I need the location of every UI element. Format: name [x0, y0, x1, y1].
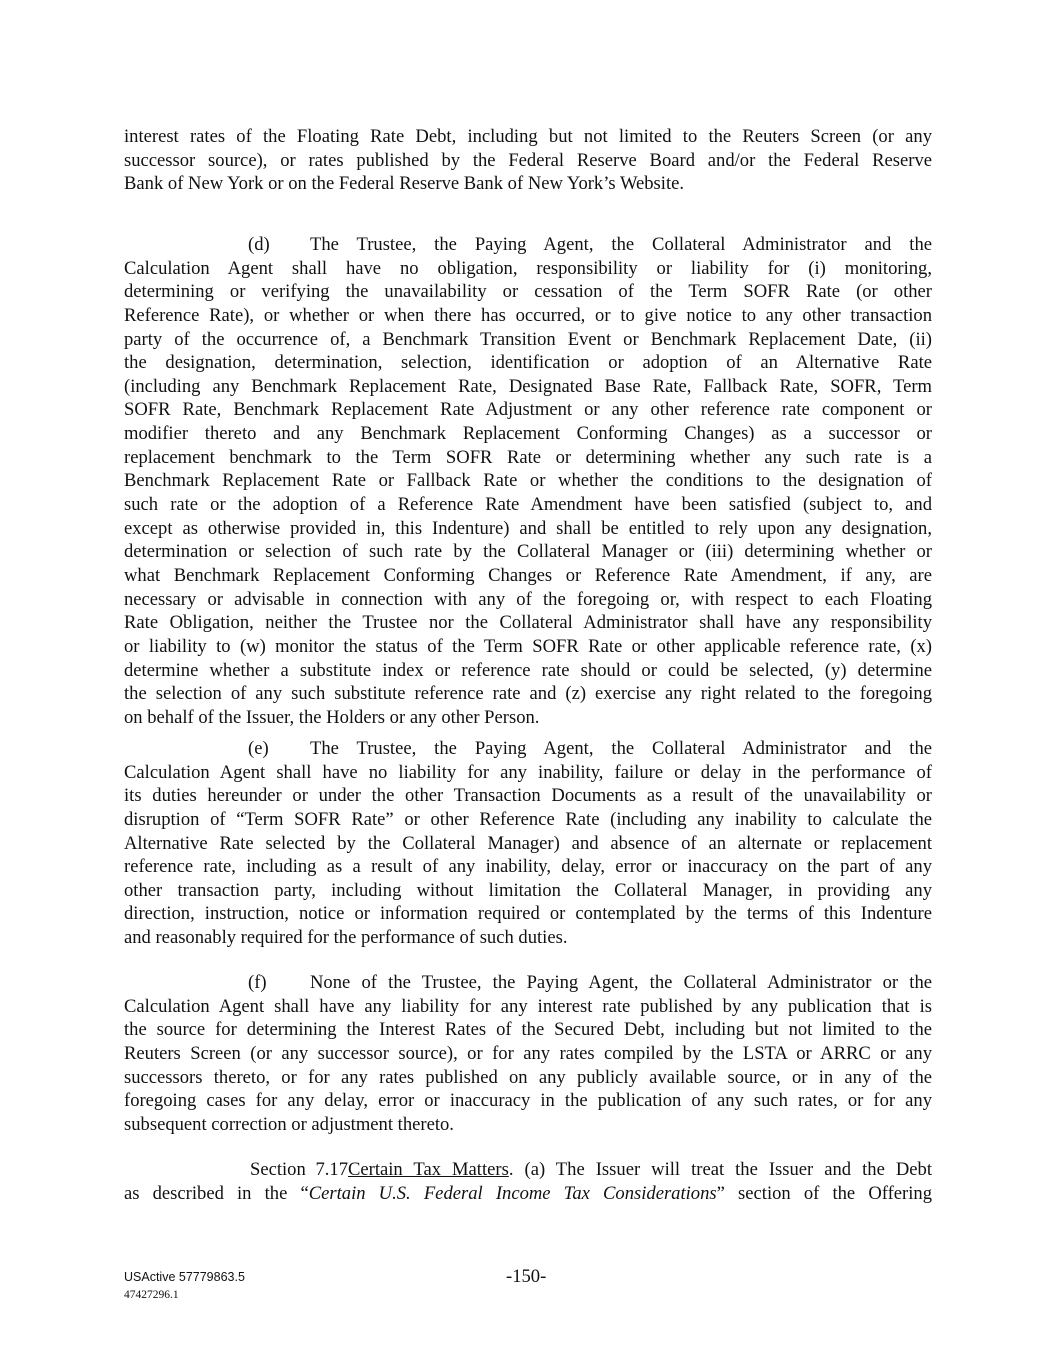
- text-line: successors thereto, or for any rates published on any publicly available source, or in any of the: [124, 1066, 932, 1088]
- text-line: the designation, determination, selection, identification or adoption of an Alternative Rate: [124, 352, 932, 374]
- text-line: party of the occurrence of, a Benchmark Transition Event or Benchmark Replacement Date, (ii): [124, 328, 932, 350]
- text-line: other transaction party, including without limitation the Collateral Manager, in providing any: [124, 879, 932, 901]
- paragraph-continued: [124, 125, 932, 196]
- text-line: disruption of “Term SOFR Rate” or other Reference Rate (including any inability to calculate the: [124, 808, 932, 830]
- section-first-line-text: (a) The Issuer will treat the Issuer and the Debt: [524, 1159, 932, 1180]
- text-segment: ” section of the Offering: [716, 1182, 933, 1204]
- text-line: reference rate, including as a result of any inability, delay, error or inaccuracy on the part of any: [124, 856, 932, 878]
- text-line: modifier thereto and any Benchmark Replacement Conforming Changes) as a successor or: [124, 423, 932, 445]
- text-line: SOFR Rate, Benchmark Replacement Rate Adjustment or any other reference rate component or: [124, 399, 932, 421]
- section-number: Section 7.17: [250, 1159, 348, 1180]
- text-line: determining or verifying the unavailability or cessation of the Term SOFR Rate (or other: [124, 281, 932, 303]
- paragraph-marker: (d): [248, 234, 270, 255]
- paragraph-first-line-text: The Trustee, the Paying Agent, the Collateral Administrator and the: [310, 234, 932, 255]
- text-line: and reasonably required for the performance of such duties.: [124, 927, 568, 949]
- text-line: the selection of any such substitute reference rate and (z) exercise any right related to the foregoing: [124, 683, 932, 705]
- paragraph-first-line-text: None of the Trustee, the Paying Agent, the Collateral Administrator or the: [310, 972, 932, 993]
- text-line: foregoing cases for any delay, error or inaccuracy in the publication of any such rates, or for any: [124, 1090, 932, 1112]
- paragraph-d: [124, 233, 932, 729]
- text-line: its duties hereunder or under the other Transaction Documents as a result of the unavailability or: [124, 785, 932, 807]
- paragraph-first-line-text: The Trustee, the Paying Agent, the Collateral Administrator and the: [310, 738, 932, 759]
- text-line: interest rates of the Floating Rate Debt, including but not limited to the Reuters Screen (or any: [124, 126, 932, 147]
- footer-doc-id-secondary: 47427296.1: [124, 1289, 179, 1301]
- section-first-line: [124, 1158, 932, 1182]
- text-line: necessary or advisable in connection with any of the foregoing or, with respect to each Floating: [124, 588, 932, 610]
- text-line: determine whether a substitute index or reference rate should or could be selected, (y) determine: [124, 659, 932, 681]
- section-heading-punct: .: [508, 1159, 514, 1180]
- text-line: Alternative Rate selected by the Collateral Manager) and absence of an alternate or replacement: [124, 832, 932, 854]
- text-line: determination or selection of such rate by the Collateral Manager or (iii) determining whether or: [124, 541, 932, 563]
- paragraph-first-line: [124, 233, 932, 257]
- text-line: [124, 1182, 932, 1206]
- text-line: subsequent correction or adjustment thereto.: [124, 1113, 454, 1135]
- paragraph-f: [124, 971, 932, 1136]
- text-line: such rate or the adoption of a Reference Rate Amendment have been satisfied (subject to, and: [124, 494, 932, 516]
- section-heading: Certain Tax Matters: [348, 1159, 509, 1180]
- text-line: (including any Benchmark Replacement Rate, Designated Base Rate, Fallback Rate, SOFR, Term: [124, 375, 932, 397]
- footer-doc-id: USActive 57779863.5: [124, 1270, 245, 1284]
- text-line: or liability to (w) monitor the status of the Term SOFR Rate or other applicable reference rate, (x): [124, 635, 932, 657]
- text-segment: as described in the “: [124, 1182, 309, 1204]
- text-line: Calculation Agent shall have any liability for any interest rate published by any publication that is: [124, 995, 932, 1017]
- text-line: direction, instruction, notice or information required or contemplated by the terms of this Indenture: [124, 903, 932, 925]
- text-line: Bank of New York or on the Federal Reserve Bank of New York’s Website.: [124, 173, 685, 195]
- paragraph-marker: (e): [248, 738, 269, 759]
- paragraph-first-line: [124, 971, 932, 995]
- text-line: Rate Obligation, neither the Trustee nor the Collateral Administrator shall have any responsibility: [124, 612, 932, 634]
- text-line: replacement benchmark to the Term SOFR Rate or determining whether any such rate is a: [124, 446, 932, 468]
- text-line: Calculation Agent shall have no obligation, responsibility or liability for (i) monitoring,: [124, 257, 932, 279]
- paragraph-e: [124, 737, 932, 950]
- text-line: successor source), or rates published by the Federal Reserve Board and/or the Federal Reserve: [124, 149, 932, 171]
- italic-reference: Certain U.S. Federal Income Tax Considerations: [308, 1182, 717, 1204]
- text-line: Reuters Screen (or any successor source), or for any rates compiled by the LSTA or ARRC or any: [124, 1042, 932, 1064]
- page-number: -150-: [506, 1266, 547, 1287]
- text-line: Benchmark Replacement Rate or Fallback Rate or whether the conditions to the designation of: [124, 470, 932, 492]
- section-7-17: [124, 1158, 932, 1205]
- text-line: on behalf of the Issuer, the Holders or any other Person.: [124, 706, 540, 728]
- text-line: Reference Rate), or whether or when there has occurred, or to give notice to any other transaction: [124, 304, 932, 326]
- paragraph-first-line: [124, 737, 932, 761]
- text-line: Calculation Agent shall have no liability for any inability, failure or delay in the performance of: [124, 761, 932, 783]
- text-line: except as otherwise provided in, this Indenture) and shall be entitled to rely upon any designation,: [124, 517, 932, 539]
- text-line: what Benchmark Replacement Conforming Changes or Reference Rate Amendment, if any, are: [124, 564, 932, 586]
- text-line: the source for determining the Interest Rates of the Secured Debt, including but not limited to the: [124, 1019, 932, 1041]
- paragraph-marker: (f): [248, 972, 267, 993]
